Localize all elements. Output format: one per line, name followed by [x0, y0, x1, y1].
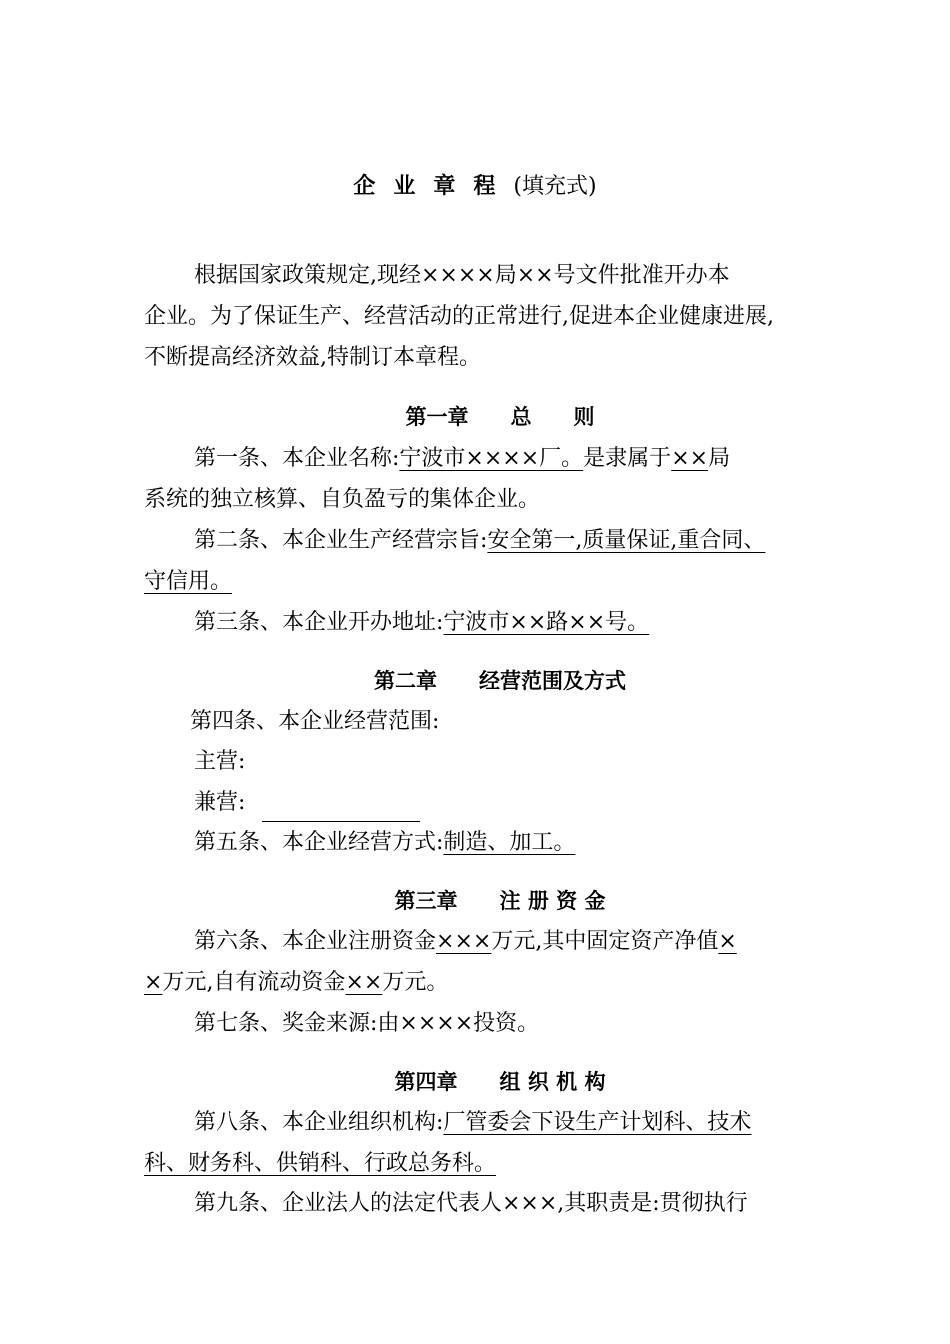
article-2: 第二条、本企业生产经营宗旨:安全第一,质量保证,重合同、	[194, 528, 766, 553]
article-8-cont	[144, 1149, 834, 1179]
registered-capital-field: ×××	[436, 929, 492, 954]
bureau-field: ××	[671, 446, 709, 471]
article-9: 第九条、企业法人的法定代表人×××,其职责是:贯彻执行	[194, 1191, 748, 1216]
side-business-blank	[262, 821, 420, 822]
chapter-4-heading: 第四章 组 织 机 构	[394, 1070, 606, 1094]
chapter-1-heading: 第一章 总 则	[405, 405, 595, 429]
article-7: 第七条、奖金来源:由××××投资。	[194, 1011, 540, 1036]
chapter-2-heading: 第二章 经营范围及方式	[374, 669, 626, 693]
operation-mode-field: 制造、加工。	[443, 830, 576, 855]
article-4: 第四条、本企业经营范围:	[190, 709, 440, 734]
working-capital-field: ××	[345, 970, 383, 995]
purpose-field: 安全第一,质量保证,重合同、	[487, 528, 766, 553]
organization-field: 厂管委会下设生产计划科、技术	[443, 1110, 752, 1135]
preamble-line-2: 企业。为了保证生产、经营活动的正常进行,促进本企业健康进展,	[144, 304, 774, 329]
chapter-3-heading: 第三章 注 册 资 金	[394, 889, 606, 913]
main-business: 主营:	[194, 749, 246, 774]
fixed-assets-field: ×	[718, 929, 737, 954]
purpose-field-cont: 守信用。	[144, 569, 233, 594]
preamble-line-1: 根据国家政策规定,现经××××局××号文件批准开办本	[194, 263, 730, 288]
article-3: 第三条、本企业开办地址:宁波市××路××号。	[194, 610, 650, 635]
article-5: 第五条、本企业经营方式:制造、加工。	[194, 830, 576, 855]
article-6-cont: ×万元,自有流动资金××万元。	[144, 970, 449, 995]
article-2-cont	[144, 567, 834, 597]
preamble-line-3: 不断提高经济效益,特制订本章程。	[144, 345, 481, 370]
address-field: 宁波市××路××号。	[443, 610, 650, 635]
article-1: 第一条、本企业名称:宁波市××××厂。是隶属于××局	[194, 446, 731, 471]
title-main: 企业章程	[353, 174, 514, 199]
title-sub: (填充式)	[513, 174, 597, 199]
article-1-cont: 系统的独立核算、自负盈亏的集体企业。	[144, 487, 541, 512]
organization-field-cont: 科、财务科、供销科、行政总务科。	[144, 1151, 497, 1176]
document-title	[0, 172, 950, 202]
article-8: 第八条、本企业组织机构:厂管委会下设生产计划科、技术	[194, 1110, 752, 1135]
fixed-assets-field-cont: ×	[144, 970, 163, 995]
company-name-field: 宁波市××××厂。	[399, 446, 584, 471]
side-business: 兼营:	[194, 790, 246, 815]
article-6: 第六条、本企业注册资金×××万元,其中固定资产净值×	[194, 929, 737, 954]
